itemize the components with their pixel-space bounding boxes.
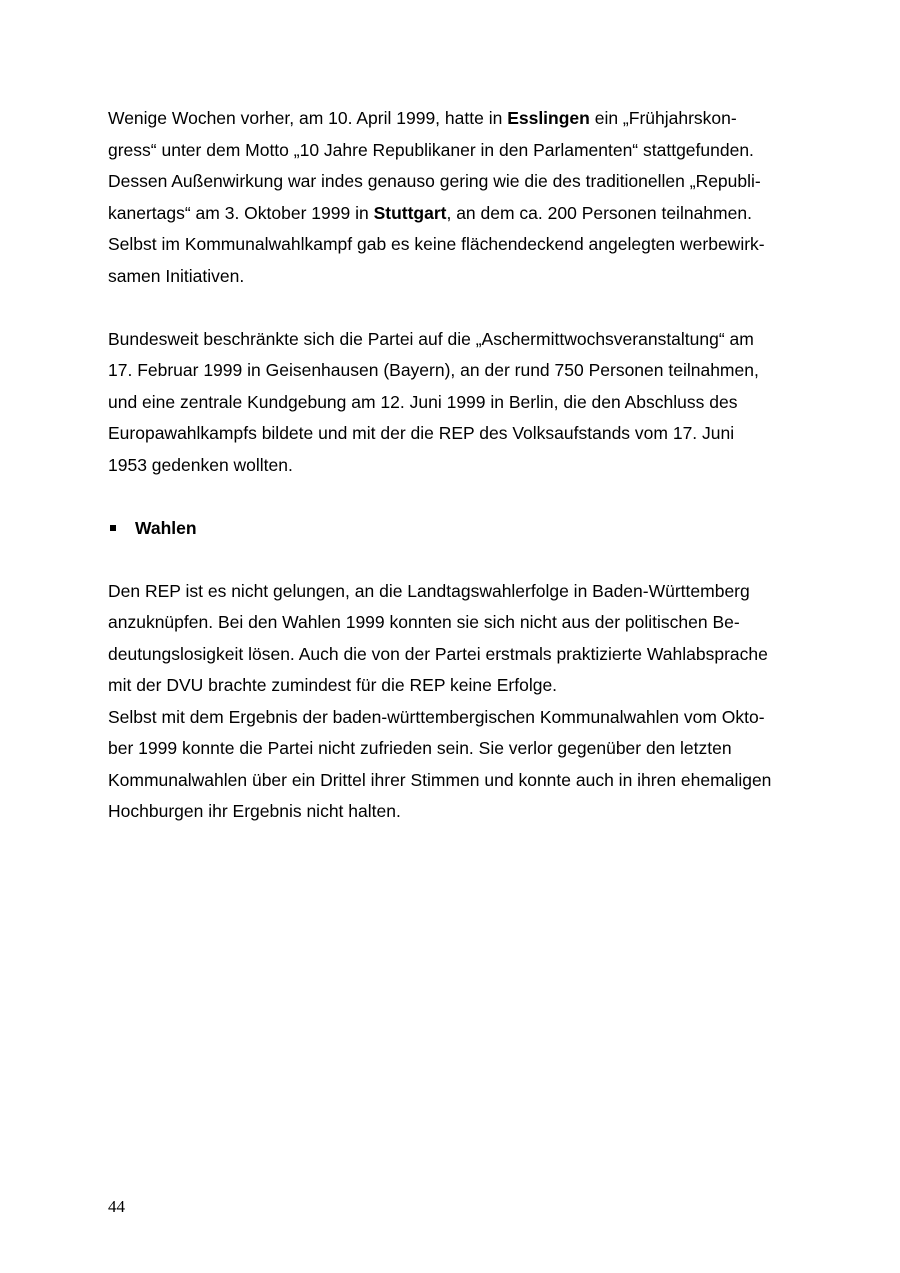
paragraph-line: Selbst mit dem Ergebnis der baden-württembergischen Kommunalwahlen vom Okto- bbox=[108, 706, 765, 727]
text-run: , an dem ca. 200 Personen teilnahmen. bbox=[446, 202, 752, 223]
text-run: ein „Frühjahrskon- bbox=[589, 108, 737, 128]
paragraph-line: und eine zentrale Kundgebung am 12. Juni 1999 in Berlin, die den Abschluss des bbox=[108, 391, 738, 412]
paragraph-line: Selbst im Kommunalwahlkampf gab es keine flächendeckend angelegten werbewirk- bbox=[108, 234, 765, 254]
paragraph-spacer bbox=[108, 481, 808, 513]
paragraph-spacer bbox=[108, 544, 808, 576]
paragraph-line bbox=[108, 103, 808, 135]
section-heading bbox=[108, 513, 808, 545]
paragraph-line bbox=[108, 198, 808, 230]
paragraph-2 bbox=[108, 324, 808, 482]
text-run: kanertags“ am 3. Oktober 1999 in bbox=[108, 202, 374, 223]
paragraph-line: ber 1999 konnte die Partei nicht zufrieden sein. Sie verlor gegenüber den letzten bbox=[108, 738, 732, 758]
square-bullet-icon bbox=[110, 525, 116, 531]
text-run: Wenige Wochen vorher, am 10. April 1999, hatte in bbox=[108, 108, 508, 128]
paragraph-3 bbox=[108, 576, 808, 828]
paragraph-line: Dessen Außenwirkung war indes genauso gering wie die des traditionellen „Republi- bbox=[108, 171, 761, 191]
heading-text: Wahlen bbox=[135, 517, 197, 538]
paragraph-line: deutungslosigkeit lösen. Auch die von der Partei erstmals praktizierte Wahlabsprache bbox=[108, 643, 768, 664]
paragraph-line: samen Initiativen. bbox=[108, 265, 245, 286]
paragraph-line: Den REP ist es nicht gelungen, an die Landtagswahlerfolge in Baden-Württemberg bbox=[108, 580, 750, 601]
page-content bbox=[108, 103, 808, 828]
paragraph-line: 17. Februar 1999 in Geisenhausen (Bayern), an der rund 750 Personen teilnahmen, bbox=[108, 360, 759, 380]
paragraph-line: 1953 gedenken wollten. bbox=[108, 454, 293, 475]
paragraph-line: gress“ unter dem Motto „10 Jahre Republikaner in den Parlamenten“ stattgefunden. bbox=[108, 139, 754, 160]
page-number: 44 bbox=[108, 1197, 125, 1216]
paragraph-1 bbox=[108, 103, 808, 292]
paragraph-line: Bundesweit beschränkte sich die Partei auf die „Aschermittwochsveranstaltung“ am bbox=[108, 328, 754, 349]
bold-place-name: Stuttgart bbox=[373, 202, 447, 223]
paragraph-line: Europawahlkampfs bildete und mit der die REP des Volksaufstands vom 17. Juni bbox=[108, 423, 735, 443]
paragraph-line: anzuknüpfen. Bei den Wahlen 1999 konnten sie sich nicht aus der politischen Be- bbox=[108, 612, 740, 632]
bold-place-name: Esslingen bbox=[507, 108, 590, 128]
paragraph-line: mit der DVU brachte zumindest für die REP keine Erfolge. bbox=[108, 675, 558, 695]
paragraph-spacer bbox=[108, 292, 808, 324]
paragraph-line: Kommunalwahlen über ein Drittel ihrer Stimmen und konnte auch in ihren ehemaligen bbox=[108, 769, 772, 790]
paragraph-line: Hochburgen ihr Ergebnis nicht halten. bbox=[108, 801, 401, 821]
